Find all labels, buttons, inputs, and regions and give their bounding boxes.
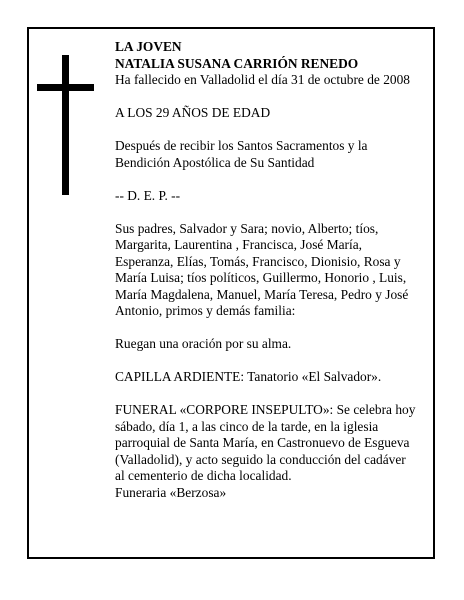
family-line-6: Antonio, primos y demás familia:: [115, 303, 296, 318]
funeral-line-3: parroquial de Santa María, en Castronuevo de Esgueva: [115, 435, 410, 450]
family-line-3: Esperanza, Elías, Tomás, Francisco, Dionisio, Rosa y: [115, 253, 401, 269]
family-line-4: María Luisa; tíos políticos, Guillermo, Honorio , Luis,: [115, 270, 407, 285]
funeral-line-5: al cementerio de dicha localidad.: [115, 468, 292, 483]
sacraments-line-1: Después de recibir los Santos Sacramentos y la: [115, 138, 368, 153]
family-line-5: María Magdalena, Manuel, María Teresa, Pedro y José: [115, 286, 409, 302]
funeral-line-2: sábado, día 1, a las cinco de la tarde, en la iglesia: [115, 418, 379, 434]
header-line: LA JOVEN: [115, 39, 182, 54]
sacraments-line-2: Bendición Apostólica de Su Santidad: [115, 154, 315, 170]
family-line-2: Margarita, Laurentina , Francisca, José María,: [115, 237, 363, 252]
funeral-home-line: Funeraria «Berzosa»: [115, 484, 227, 500]
deceased-name: NATALIA SUSANA CARRIÓN RENEDO: [115, 55, 359, 71]
cross-vertical-bar: [62, 55, 69, 195]
prayer-line: Ruegan una oración por su alma.: [115, 336, 292, 351]
funeral-line-1: FUNERAL «CORPORE INSEPULTO»: Se celebra hoy: [115, 402, 416, 417]
cross-horizontal-bar: [37, 84, 94, 91]
funeral-line-4: (Valladolid), y acto seguido la conducción del cadáver: [115, 451, 406, 467]
dep-line: -- D. E. P. --: [115, 187, 181, 203]
death-line: Ha fallecido en Valladolid el día 31 de octubre de 2008: [115, 72, 410, 87]
family-line-1: Sus padres, Salvador y Sara; novio, Alberto; tíos,: [115, 220, 379, 236]
obituary-text: [115, 39, 431, 501]
age-line: A LOS 29 AÑOS DE EDAD: [115, 105, 271, 120]
chapel-line: CAPILLA ARDIENTE: Tanatorio «El Salvador».: [115, 369, 382, 384]
